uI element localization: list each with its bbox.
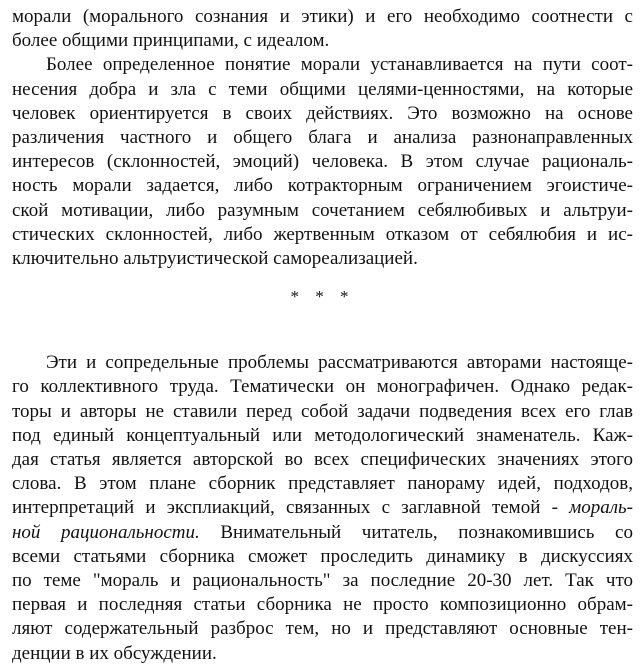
section-separator: * * * bbox=[290, 287, 355, 307]
text-line: ключительно альтруистической самореализацией. bbox=[12, 248, 418, 270]
text-line: слова. В этом плане сборник представляет панораму идей, подходов, bbox=[12, 473, 633, 495]
italic-run: мораль- bbox=[569, 497, 633, 519]
text-line: различения частного и общего блага и анализа разнонаправленных bbox=[12, 127, 633, 149]
text-line: денции в их обсуждении. bbox=[12, 642, 217, 664]
text-line: морали (морального сознания и этики) и его необходимо соотнести с bbox=[12, 6, 633, 27]
text-line-mixed bbox=[12, 521, 633, 545]
text-run: интерпретаций и эксплиакций, связанных с заглавной темой - bbox=[12, 497, 570, 519]
italic-run: ной рациональности. bbox=[12, 521, 200, 543]
text-line: торы и авторы не ставили перед собой задачи подведения всех его глав bbox=[12, 400, 633, 422]
text-line: интересов (склонностей, эмоций) человека. В этом случае рациональ- bbox=[12, 151, 633, 173]
text-line: более общими принципами, с идеалом. bbox=[12, 30, 330, 52]
text-line: несения добра и зла с теми общими целями-ценностями, на которые bbox=[12, 78, 633, 100]
paragraph-3 bbox=[12, 351, 633, 666]
text-line: по теме "мораль и рациональность" за последние 20-30 лет. Так что bbox=[12, 570, 633, 592]
paragraph-2 bbox=[12, 53, 633, 271]
text-line: ляют содержательный разброс тем, но и представляют основные тен- bbox=[12, 618, 633, 640]
text-line: всеми статьями сборника сможет проследить динамику в дискуссиях bbox=[12, 545, 633, 567]
text-line: первая и последняя статьи сборника не просто композиционно обрам- bbox=[12, 594, 633, 616]
paragraph-1 bbox=[12, 5, 633, 53]
text-line: дая статья является авторской во всех специфических значениях этого bbox=[12, 449, 633, 471]
text-line: человек ориентируется в своих действиях. Это возможно на основе bbox=[12, 102, 633, 124]
text-line: ность морали задается, либо котракторным ограничением эгоистиче- bbox=[12, 175, 633, 197]
text-line: стических склонностей, либо жертвенным отказом от себялюбия и ис- bbox=[12, 223, 633, 245]
text-line: го коллективного труда. Тематически он монографичен. Однако редак- bbox=[12, 376, 633, 398]
text-line: Эти и сопредельные проблемы рассматриваются авторами настояще- bbox=[46, 352, 633, 374]
text-run: Внимательный читатель, познакомившись со bbox=[199, 521, 633, 543]
text-line-mixed bbox=[12, 496, 633, 520]
text-line: под единый концептуальный или методологический знаменатель. Каж- bbox=[12, 424, 633, 446]
text-line: ской мотивации, либо разумным сочетанием себялюбивых и альтруи- bbox=[12, 199, 633, 221]
text-line: Более определенное понятие морали устанавливается на пути соот- bbox=[46, 54, 633, 76]
